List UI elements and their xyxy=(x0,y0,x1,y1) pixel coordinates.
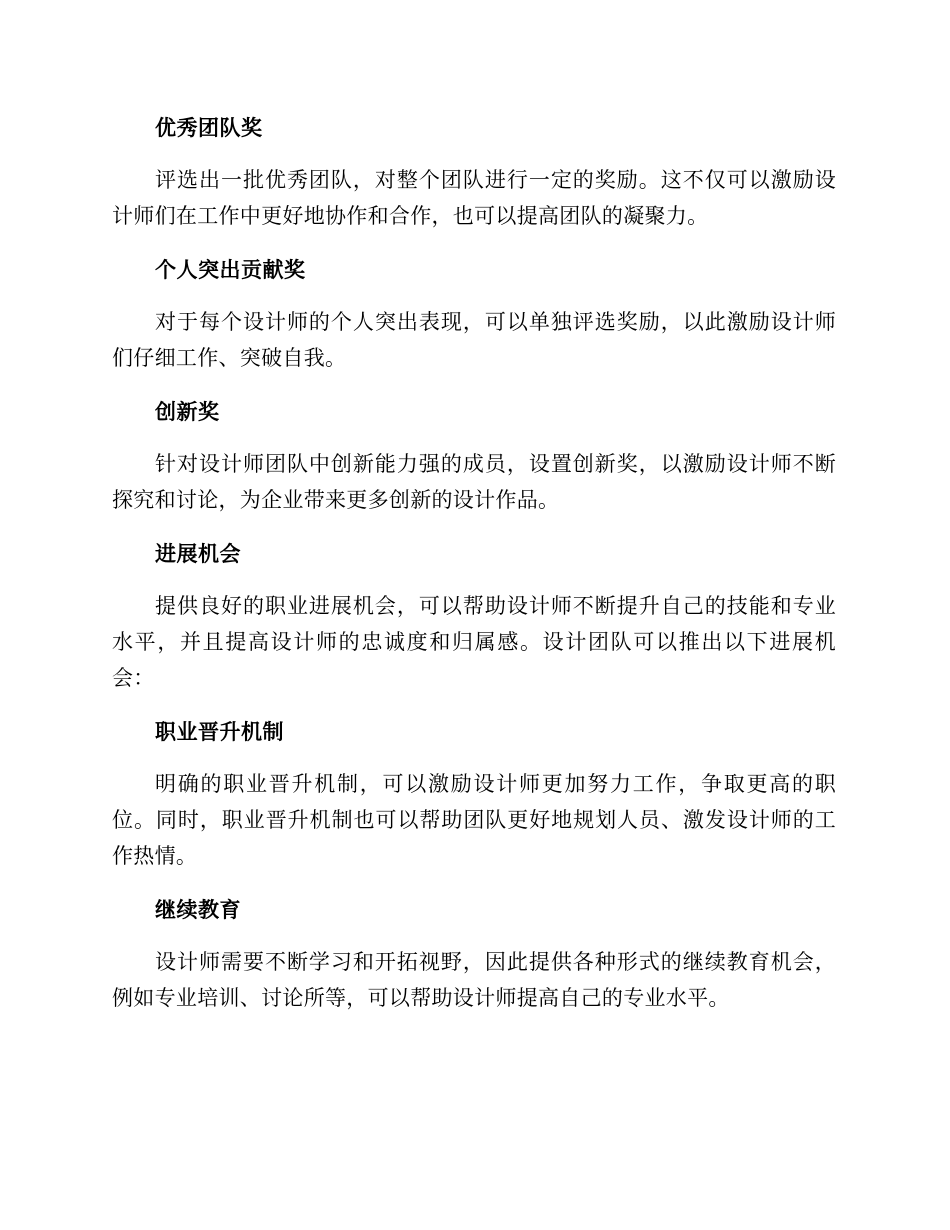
section-paragraph: 提供良好的职业进展机会，可以帮助设计师不断提升自己的技能和专业水平，并且提高设计师的忠诚度和归属感。设计团队可以推出以下进展机会： xyxy=(112,594,836,690)
section-paragraph: 针对设计师团队中创新能力强的成员，设置创新奖，以激励设计师不断探究和讨论，为企业带来更多创新的设计作品。 xyxy=(112,452,836,512)
section-heading: 职业晋升机制 xyxy=(155,720,284,744)
section-paragraph: 评选出一批优秀团队，对整个团队进行一定的奖励。这不仅可以激励设计师们在工作中更好地协作和合作，也可以提高团队的凝聚力。 xyxy=(112,168,836,228)
section-paragraph: 设计师需要不断学习和开拓视野，因此提供各种形式的继续教育机会，例如专业培训、讨论所等，可以帮助设计师提高自己的专业水平。 xyxy=(112,950,836,1010)
section-heading: 个人突出贡献奖 xyxy=(155,258,306,282)
section-heading: 创新奖 xyxy=(155,400,220,424)
section-heading: 进展机会 xyxy=(155,542,241,566)
section-heading: 继续教育 xyxy=(155,898,241,922)
section-heading: 优秀团队奖 xyxy=(155,116,263,140)
section-paragraph: 对于每个设计师的个人突出表现，可以单独评选奖励，以此激励设计师们仔细工作、突破自我。 xyxy=(112,310,836,370)
document-content xyxy=(112,109,836,1033)
section-paragraph: 明确的职业晋升机制，可以激励设计师更加努力工作，争取更高的职位。同时，职业晋升机制也可以帮助团队更好地规划人员、激发设计师的工作热情。 xyxy=(112,772,836,868)
